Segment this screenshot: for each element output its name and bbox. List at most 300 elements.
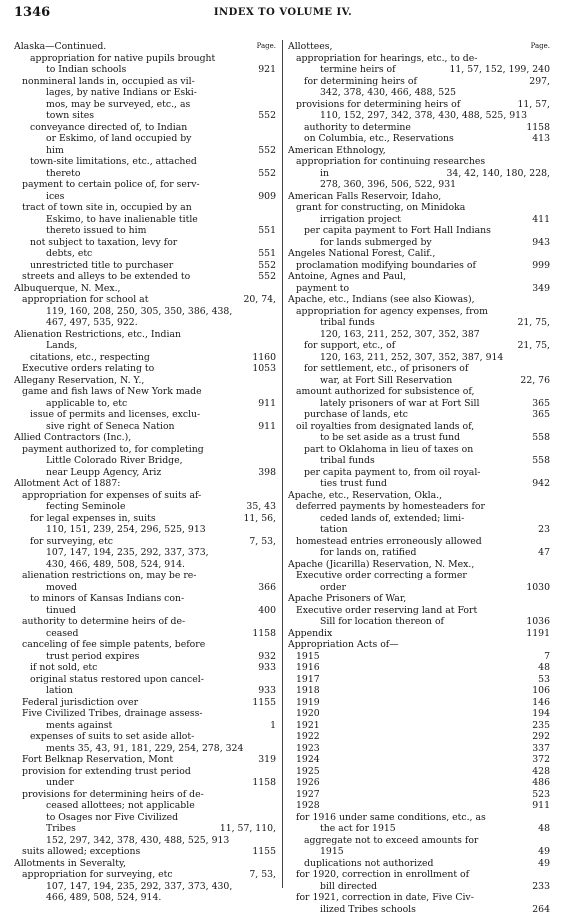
index-line bbox=[288, 593, 550, 605]
index-line bbox=[288, 559, 550, 571]
index-line bbox=[288, 513, 550, 525]
index-entry-text: on Columbia, etc., Reservations bbox=[304, 133, 454, 145]
index-entry-text: for 1916 under same conditions, etc., as bbox=[296, 812, 486, 824]
index-entry-text: 430, 466, 489, 508, 524, 914. bbox=[46, 559, 185, 571]
index-line bbox=[14, 881, 276, 893]
index-entry-pages: 11, 57, 152, 199, 240 bbox=[449, 64, 550, 76]
index-line bbox=[288, 202, 550, 214]
index-entry-text: Executive order correcting a former bbox=[296, 570, 467, 582]
index-entry-text: deferred payments by homesteaders for bbox=[296, 501, 485, 513]
index-line bbox=[14, 122, 276, 134]
index-line bbox=[288, 329, 550, 341]
index-column-right bbox=[288, 41, 550, 915]
index-entry-text: 1915 bbox=[296, 651, 320, 663]
index-line bbox=[288, 76, 550, 88]
index-line bbox=[14, 145, 276, 157]
index-line bbox=[14, 892, 276, 904]
index-line bbox=[288, 570, 550, 582]
index-line bbox=[14, 858, 276, 870]
index-line bbox=[14, 478, 276, 490]
index-entry-pages: 49 bbox=[538, 846, 550, 858]
index-entry-text: ceased bbox=[46, 628, 78, 640]
index-entry-text: amount authorized for subsistence of, bbox=[296, 386, 474, 398]
index-line bbox=[288, 306, 550, 318]
index-entry-text: applicable to, etc bbox=[46, 398, 127, 410]
index-entry-text: 1927 bbox=[296, 789, 320, 801]
index-line bbox=[14, 501, 276, 513]
index-line bbox=[288, 501, 550, 513]
column-divider bbox=[282, 40, 283, 888]
index-entry-pages: 20, 74, bbox=[243, 294, 276, 306]
index-entry-text: Apache, etc., Reservation, Okla., bbox=[288, 490, 442, 502]
index-line bbox=[288, 352, 550, 364]
index-line bbox=[288, 685, 550, 697]
index-entry-text: suits allowed; exceptions bbox=[22, 846, 140, 858]
index-line bbox=[14, 789, 276, 801]
index-entry-pages: 35, 43 bbox=[246, 501, 276, 513]
index-entry-text: for determining heirs of bbox=[304, 76, 417, 88]
index-line bbox=[288, 892, 550, 904]
index-entry-text: game and fish laws of New York made bbox=[22, 386, 202, 398]
index-line bbox=[288, 340, 550, 352]
index-entry-text: to Indian schools bbox=[46, 64, 126, 76]
index-column-left bbox=[14, 41, 276, 904]
index-line bbox=[288, 823, 550, 835]
index-line bbox=[288, 41, 550, 53]
index-entry-text: 1917 bbox=[296, 674, 320, 686]
index-entry-text: for 1921, correction in date, Five Civ- bbox=[296, 892, 474, 904]
index-line bbox=[288, 145, 550, 157]
index-entry-pages: 365 bbox=[532, 409, 550, 421]
index-entry-text: Sill for location thereon of bbox=[320, 616, 444, 628]
index-entry-text: 1916 bbox=[296, 662, 320, 674]
index-line bbox=[288, 133, 550, 145]
index-line bbox=[14, 547, 276, 559]
index-line bbox=[288, 478, 550, 490]
index-entry-pages: 551 bbox=[258, 248, 276, 260]
index-line bbox=[14, 800, 276, 812]
index-line bbox=[14, 444, 276, 456]
index-entry-text: near Leupp Agency, Ariz bbox=[46, 467, 161, 479]
index-line bbox=[14, 375, 276, 387]
index-entry-pages: 1160 bbox=[252, 352, 276, 364]
index-entry-text: original status restored upon cancel- bbox=[30, 674, 204, 686]
index-entry-text: oil royalties from designated lands of, bbox=[296, 421, 474, 433]
index-line bbox=[14, 432, 276, 444]
index-line bbox=[288, 846, 550, 858]
index-entry-pages: 523 bbox=[532, 789, 550, 801]
index-line bbox=[14, 225, 276, 237]
index-entry-text: 467, 497, 535, 922. bbox=[46, 317, 138, 329]
index-line bbox=[288, 260, 550, 272]
index-line bbox=[288, 237, 550, 249]
index-entry-text: 1921 bbox=[296, 720, 320, 732]
index-entry-text: for legal expenses in, suits bbox=[30, 513, 156, 525]
index-entry-text: appropriation for surveying, etc bbox=[22, 869, 173, 881]
index-line bbox=[14, 398, 276, 410]
index-entry-text: irrigation project bbox=[320, 214, 401, 226]
index-entry-text: proclamation modifying boundaries of bbox=[296, 260, 476, 272]
index-entry-text: Little Colorado River Bridge, bbox=[46, 455, 183, 467]
index-entry-pages: 933 bbox=[258, 662, 276, 674]
index-entry-text: appropriation for expenses of suits af- bbox=[22, 490, 201, 502]
index-entry-text: 110, 152, 297, 342, 378, 430, 488, 525, 913 bbox=[320, 110, 527, 122]
index-line bbox=[288, 168, 550, 180]
index-line bbox=[288, 812, 550, 824]
index-line bbox=[288, 87, 550, 99]
index-line bbox=[14, 260, 276, 272]
index-entry-pages: 11, 57, 110, bbox=[220, 823, 276, 835]
index-line bbox=[14, 156, 276, 168]
index-line bbox=[14, 616, 276, 628]
index-line bbox=[14, 524, 276, 536]
index-line bbox=[288, 524, 550, 536]
index-entry-text: Fort Belknap Reservation, Mont bbox=[22, 754, 173, 766]
index-entry-text: expenses of suits to set aside allot- bbox=[30, 731, 194, 743]
index-entry-pages: 1158 bbox=[252, 628, 276, 640]
index-entry-text: for settlement, etc., of prisoners of bbox=[304, 363, 468, 375]
index-line bbox=[288, 904, 550, 915]
index-line bbox=[14, 214, 276, 226]
page-column-heading: Page. bbox=[257, 41, 276, 53]
index-entry-pages: 292 bbox=[532, 731, 550, 743]
index-line bbox=[14, 869, 276, 881]
index-line bbox=[288, 674, 550, 686]
index-entry-text: 1925 bbox=[296, 766, 320, 778]
index-entry-text: Alaska—Continued. bbox=[14, 41, 106, 53]
index-entry-pages: 49 bbox=[538, 858, 550, 870]
index-line bbox=[14, 639, 276, 651]
index-entry-text: for support, etc., of bbox=[304, 340, 395, 352]
index-entry-text: streets and alleys to be extended to bbox=[22, 271, 190, 283]
index-entry-pages: 400 bbox=[258, 605, 276, 617]
index-line bbox=[288, 444, 550, 456]
index-entry-text: for surveying, etc bbox=[30, 536, 113, 548]
index-entry-pages: 297, bbox=[529, 76, 550, 88]
index-line bbox=[288, 271, 550, 283]
index-entry-text: termine heirs of bbox=[320, 64, 396, 76]
index-line bbox=[14, 846, 276, 858]
index-entry-text: 1923 bbox=[296, 743, 320, 755]
page-number: 1346 bbox=[14, 5, 50, 20]
index-entry-text: canceling of fee simple patents, before bbox=[22, 639, 205, 651]
index-entry-pages: 921 bbox=[258, 64, 276, 76]
index-line bbox=[14, 386, 276, 398]
index-line bbox=[288, 294, 550, 306]
index-entry-text: citations, etc., respecting bbox=[30, 352, 150, 364]
index-entry-text: tation bbox=[320, 524, 348, 536]
index-line bbox=[14, 605, 276, 617]
index-entry-pages: 146 bbox=[532, 697, 550, 709]
index-entry-pages: 48 bbox=[538, 662, 550, 674]
index-entry-text: if not sold, etc bbox=[30, 662, 97, 674]
index-entry-text: for lands submerged by bbox=[320, 237, 432, 249]
index-entry-text: Federal jurisdiction over bbox=[22, 697, 138, 709]
index-entry-pages: 372 bbox=[532, 754, 550, 766]
index-entry-pages: 22, 76 bbox=[520, 375, 550, 387]
index-entry-pages: 911 bbox=[258, 398, 276, 410]
index-entry-text: for 1920, correction in enrollment of bbox=[296, 869, 469, 881]
index-line bbox=[14, 766, 276, 778]
index-entry-pages: 365 bbox=[532, 398, 550, 410]
index-entry-pages: 552 bbox=[258, 271, 276, 283]
index-entry-text: order bbox=[320, 582, 346, 594]
index-line bbox=[288, 858, 550, 870]
index-entry-text: authority to determine bbox=[304, 122, 411, 134]
index-entry-text: 119, 160, 208, 250, 305, 350, 386, 438, bbox=[46, 306, 232, 318]
index-line bbox=[14, 743, 276, 755]
index-entry-text: 110, 151, 239, 254, 296, 525, 913 bbox=[46, 524, 206, 536]
index-entry-pages: 23 bbox=[538, 524, 550, 536]
index-line bbox=[288, 53, 550, 65]
index-entry-text: to be set aside as a trust fund bbox=[320, 432, 460, 444]
page-header bbox=[0, 5, 566, 23]
index-entry-pages: 558 bbox=[532, 432, 550, 444]
index-entry-text: not subject to taxation, levy for bbox=[30, 237, 177, 249]
index-entry-text: 120, 163, 211, 252, 307, 352, 387 bbox=[320, 329, 480, 341]
index-entry-text: grant for constructing, on Minidoka bbox=[296, 202, 465, 214]
index-line bbox=[288, 122, 550, 134]
index-entry-text: mos, may be surveyed, etc., as bbox=[46, 99, 190, 111]
index-entry-pages: 337 bbox=[532, 743, 550, 755]
index-line bbox=[288, 835, 550, 847]
index-entry-text: tinued bbox=[46, 605, 76, 617]
index-entry-text: Angeles National Forest, Calif., bbox=[288, 248, 435, 260]
index-line bbox=[288, 421, 550, 433]
index-entry-text: fecting Seminole bbox=[46, 501, 125, 513]
index-line bbox=[288, 191, 550, 203]
index-entry-text: appropriation for school at bbox=[22, 294, 148, 306]
index-line bbox=[14, 248, 276, 260]
index-entry-pages: 1036 bbox=[526, 616, 550, 628]
index-entry-text: thereto issued to him bbox=[46, 225, 146, 237]
index-line bbox=[14, 513, 276, 525]
index-entry-pages: 235 bbox=[532, 720, 550, 732]
index-line bbox=[288, 582, 550, 594]
index-line bbox=[14, 662, 276, 674]
index-entry-text: appropriation for continuing researches bbox=[296, 156, 485, 168]
index-entry-text: Tribes bbox=[46, 823, 76, 835]
index-entry-pages: 1053 bbox=[252, 363, 276, 375]
index-entry-text: Lands, bbox=[46, 340, 77, 352]
index-entry-text: ices bbox=[46, 191, 64, 203]
index-entry-text: purchase of lands, etc bbox=[304, 409, 408, 421]
index-line bbox=[14, 179, 276, 191]
index-entry-text: him bbox=[46, 145, 64, 157]
index-line bbox=[288, 662, 550, 674]
index-entry-text: appropriation for agency expenses, from bbox=[296, 306, 488, 318]
index-line bbox=[14, 41, 276, 53]
index-entry-pages: 552 bbox=[258, 145, 276, 157]
index-line bbox=[288, 651, 550, 663]
index-entry-text: 1926 bbox=[296, 777, 320, 789]
index-entry-text: Appendix bbox=[288, 628, 332, 640]
index-entry-text: sive right of Seneca Nation bbox=[46, 421, 175, 433]
index-line bbox=[288, 697, 550, 709]
index-entry-text: American Ethnology, bbox=[288, 145, 386, 157]
index-entry-pages: 7, 53, bbox=[249, 869, 276, 881]
index-entry-text: Alienation Restrictions, etc., Indian bbox=[14, 329, 181, 341]
index-line bbox=[288, 881, 550, 893]
index-entry-text: Eskimo, to have inalienable title bbox=[46, 214, 198, 226]
index-entry-text: or Eskimo, of land occupied by bbox=[46, 133, 191, 145]
index-line bbox=[14, 363, 276, 375]
index-line bbox=[14, 306, 276, 318]
index-entry-pages: 911 bbox=[532, 800, 550, 812]
index-line bbox=[288, 754, 550, 766]
index-entry-text: Apache Prisoners of War, bbox=[288, 593, 406, 605]
index-entry-pages: 1158 bbox=[526, 122, 550, 134]
index-line bbox=[14, 110, 276, 122]
index-entry-pages: 53 bbox=[538, 674, 550, 686]
index-entry-text: 1928 bbox=[296, 800, 320, 812]
index-entry-text: ments against bbox=[46, 720, 112, 732]
index-line bbox=[14, 835, 276, 847]
index-entry-text: ceded lands of, extended; limi- bbox=[320, 513, 464, 525]
index-line bbox=[14, 283, 276, 295]
index-entry-pages: 7, 53, bbox=[249, 536, 276, 548]
index-entry-text: tribal funds bbox=[320, 317, 375, 329]
index-entry-text: to minors of Kansas Indians con- bbox=[30, 593, 184, 605]
index-entry-text: part to Oklahoma in lieu of taxes on bbox=[304, 444, 473, 456]
index-entry-text: ments 35, 43, 91, 181, 229, 254, 278, 324 bbox=[46, 743, 243, 755]
index-line bbox=[14, 133, 276, 145]
index-entry-pages: 319 bbox=[258, 754, 276, 766]
index-entry-pages: 366 bbox=[258, 582, 276, 594]
index-entry-text: Executive order reserving land at Fort bbox=[296, 605, 477, 617]
index-line bbox=[14, 317, 276, 329]
index-entry-pages: 552 bbox=[258, 260, 276, 272]
index-line bbox=[14, 536, 276, 548]
index-entry-text: lages, by native Indians or Eski- bbox=[46, 87, 197, 99]
index-entry-text: alienation restrictions on, may be re- bbox=[22, 570, 196, 582]
index-entry-pages: 911 bbox=[258, 421, 276, 433]
index-entry-pages: 21, 75, bbox=[517, 340, 550, 352]
index-line bbox=[14, 490, 276, 502]
index-line bbox=[14, 53, 276, 65]
index-line bbox=[14, 685, 276, 697]
index-line bbox=[14, 674, 276, 686]
index-line bbox=[288, 156, 550, 168]
index-entry-text: war, at Fort Sill Reservation bbox=[320, 375, 452, 387]
index-line bbox=[14, 329, 276, 341]
index-entry-text: homestead entries erroneously allowed bbox=[296, 536, 482, 548]
index-line bbox=[288, 467, 550, 479]
index-entry-pages: 551 bbox=[258, 225, 276, 237]
index-entry-pages: 349 bbox=[532, 283, 550, 295]
index-entry-text: conveyance directed of, to Indian bbox=[30, 122, 187, 134]
index-entry-text: debts, etc bbox=[46, 248, 92, 260]
index-entry-text: 278, 360, 396, 506, 522, 931 bbox=[320, 179, 456, 191]
index-entry-text: issue of permits and licenses, exclu- bbox=[30, 409, 200, 421]
index-entry-text: per capita payment to, from oil royal- bbox=[304, 467, 480, 479]
index-entry-text: per capita payment to Fort Hall Indians bbox=[304, 225, 491, 237]
index-entry-text: lation bbox=[46, 685, 73, 697]
index-line bbox=[14, 720, 276, 732]
index-entry-text: in bbox=[320, 168, 329, 180]
index-entry-text: town-site limitations, etc., attached bbox=[30, 156, 197, 168]
index-entry-text: 1924 bbox=[296, 754, 320, 766]
index-entry-text: Executive orders relating to bbox=[22, 363, 154, 375]
index-line bbox=[288, 110, 550, 122]
index-line bbox=[288, 225, 550, 237]
index-entry-text: Albuquerque, N. Mex., bbox=[14, 283, 121, 295]
index-entry-text: Allotment Act of 1887: bbox=[14, 478, 120, 490]
index-entry-text: aggregate not to exceed amounts for bbox=[304, 835, 478, 847]
index-line bbox=[288, 363, 550, 375]
index-entry-text: ilized Tribes schools bbox=[320, 904, 416, 915]
index-entry-text: Apache (Jicarilla) Reservation, N. Mex., bbox=[288, 559, 474, 571]
index-entry-pages: 558 bbox=[532, 455, 550, 467]
index-line bbox=[14, 352, 276, 364]
index-line bbox=[14, 697, 276, 709]
index-entry-pages: 1155 bbox=[252, 846, 276, 858]
index-entry-pages: 11, 57, bbox=[517, 99, 550, 111]
index-line bbox=[288, 616, 550, 628]
index-entry-pages: 413 bbox=[532, 133, 550, 145]
index-entry-text: 107, 147, 194, 235, 292, 337, 373, bbox=[46, 547, 209, 559]
index-entry-pages: 999 bbox=[532, 260, 550, 272]
index-line bbox=[288, 800, 550, 812]
index-line bbox=[288, 777, 550, 789]
index-entry-text: provision for extending trust period bbox=[22, 766, 191, 778]
index-line bbox=[288, 283, 550, 295]
index-entry-pages: 34, 42, 140, 180, 228, bbox=[447, 168, 551, 180]
index-entry-pages: 106 bbox=[532, 685, 550, 697]
index-entry-text: 1918 bbox=[296, 685, 320, 697]
index-entry-text: Five Civilized Tribes, drainage assess- bbox=[22, 708, 203, 720]
index-line bbox=[14, 87, 276, 99]
index-entry-text: to Osages nor Five Civilized bbox=[46, 812, 178, 824]
index-line bbox=[14, 628, 276, 640]
index-entry-pages: 233 bbox=[532, 881, 550, 893]
index-entry-pages: 933 bbox=[258, 685, 276, 697]
index-entry-text: Allied Contractors (Inc.), bbox=[14, 432, 131, 444]
index-entry-pages: 1158 bbox=[252, 777, 276, 789]
index-entry-text: bill directed bbox=[320, 881, 377, 893]
index-line bbox=[14, 76, 276, 88]
index-entry-text: authority to determine heirs of de- bbox=[22, 616, 185, 628]
index-line bbox=[14, 593, 276, 605]
index-entry-text: Antoine, Agnes and Paul, bbox=[288, 271, 406, 283]
index-entry-text: under bbox=[46, 777, 74, 789]
index-entry-text: appropriation for native pupils brought bbox=[30, 53, 215, 65]
index-entry-text: tract of town site in, occupied by an bbox=[22, 202, 192, 214]
index-line bbox=[288, 605, 550, 617]
index-line bbox=[288, 455, 550, 467]
index-entry-text: the act for 1915 bbox=[320, 823, 396, 835]
index-line bbox=[288, 432, 550, 444]
index-entry-pages: 398 bbox=[258, 467, 276, 479]
index-entry-text: Allotments in Severalty, bbox=[14, 858, 126, 870]
index-line bbox=[288, 490, 550, 502]
index-line bbox=[14, 651, 276, 663]
index-line bbox=[288, 547, 550, 559]
index-entry-pages: 552 bbox=[258, 110, 276, 122]
index-entry-text: duplications not authorized bbox=[304, 858, 434, 870]
index-entry-text: ceased allottees; not applicable bbox=[46, 800, 195, 812]
index-entry-text: 1919 bbox=[296, 697, 320, 709]
index-entry-text: ties trust fund bbox=[320, 478, 387, 490]
index-entry-text: 466, 489, 508, 524, 914. bbox=[46, 892, 161, 904]
index-entry-pages: 932 bbox=[258, 651, 276, 663]
index-entry-text: Allottees, bbox=[288, 41, 332, 53]
index-entry-text: 1920 bbox=[296, 708, 320, 720]
index-line bbox=[288, 409, 550, 421]
index-entry-text: tribal funds bbox=[320, 455, 375, 467]
index-entry-text: town sites bbox=[46, 110, 94, 122]
index-entry-pages: 21, 75, bbox=[517, 317, 550, 329]
